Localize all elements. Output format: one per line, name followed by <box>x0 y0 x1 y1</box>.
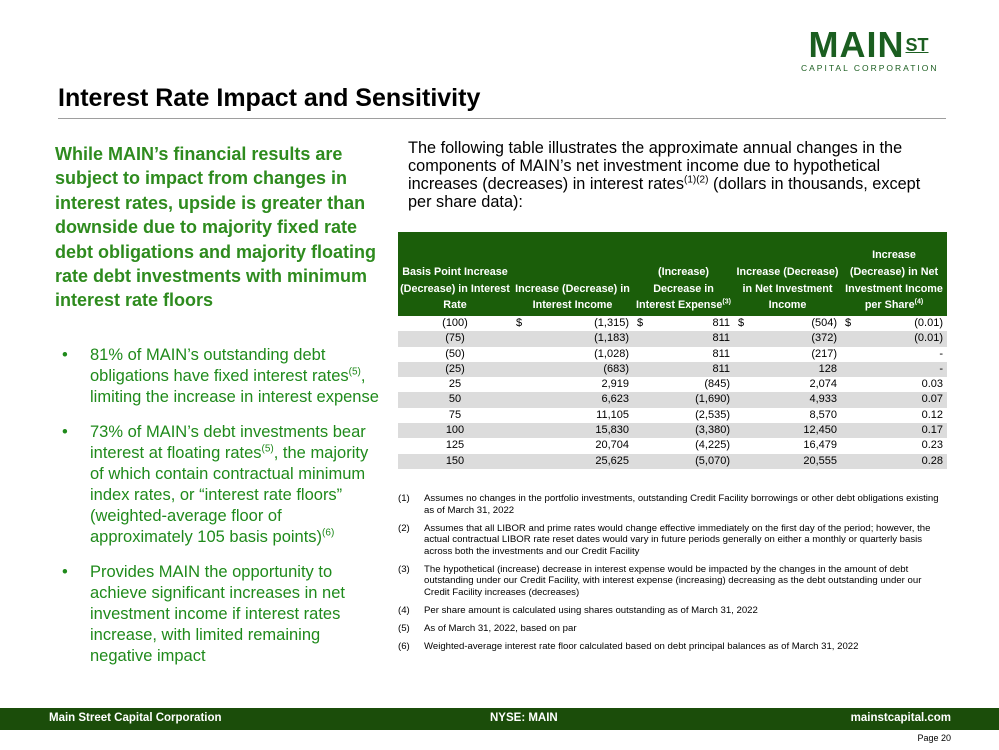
table-cell: - <box>939 347 943 360</box>
key-message: While MAIN’s financial results are subject to impact from changes in interest rates, upside is greater than downside due to majority fixed rate debt obligations and majority floating rate debt investments with minimum interest rate floors <box>55 144 377 311</box>
table-cell: 0.12 <box>921 408 943 421</box>
table-cell: 811 <box>712 347 730 360</box>
bullet-dot-icon: • <box>62 346 68 364</box>
table-row <box>398 377 947 392</box>
table-cell: (5,070) <box>633 454 734 469</box>
footnote-text: Per share amount is calculated using shares outstanding as of March 31, 2022 <box>424 604 758 616</box>
table-cell: (217) <box>811 347 837 360</box>
table-cell: 811 <box>633 331 734 346</box>
currency-symbol: $ <box>516 317 523 329</box>
table-cell: (25) <box>398 362 512 377</box>
table-cell: (3,380) <box>633 423 734 438</box>
footnote <box>398 605 946 617</box>
table-cell: 8,570 <box>809 408 837 421</box>
table-cell: $ (1,315) <box>512 316 633 331</box>
table-cell: (0.01) <box>841 331 947 346</box>
footnote-text: Assumes that all LIBOR and prime rates would change effective immediately on the first day of the period; however, the actual contractual LIBOR rate reset dates would vary in future periods generally on either a monthly or quarterly basis across both the investments and our Credit Facility <box>424 522 931 557</box>
table-cell: $ (0.01) <box>841 316 947 331</box>
table-header-row <box>398 232 947 316</box>
table-row <box>398 316 947 331</box>
company-logo <box>801 24 939 73</box>
table-cell: 16,479 <box>803 439 837 452</box>
footnotes <box>398 493 946 659</box>
footer-bar <box>0 708 999 730</box>
table-cell: 2,919 <box>601 378 629 391</box>
bullet-dot-icon: • <box>62 423 68 441</box>
table-cell: (50) <box>445 347 465 360</box>
interest-rate-sensitivity-table <box>398 232 947 469</box>
table-cell: 0.28 <box>841 454 947 469</box>
bullet-dot-icon: • <box>62 563 68 581</box>
table-cell: (4,225) <box>695 439 730 452</box>
footnote <box>398 641 946 653</box>
title-divider <box>58 118 946 119</box>
table-row <box>398 408 947 423</box>
table-cell: (683) <box>512 362 633 377</box>
table-row <box>398 454 947 469</box>
table-cell: 125 <box>445 439 465 452</box>
table-cell: 25,625 <box>512 454 633 469</box>
table-cell: 2,074 <box>809 378 837 391</box>
footnote-number: (4) <box>398 604 410 616</box>
currency-symbol: $ <box>845 317 852 329</box>
table-cell: 75 <box>448 408 462 421</box>
footnote-number: (5) <box>398 622 410 634</box>
table-cell: 20,555 <box>734 454 841 469</box>
footnote <box>398 623 946 635</box>
bullet-item: • 73% of MAIN’s debt investments bear interest at floating rates$^{(5)}$, the majority of which contain contractual minimum index rates, or “interest rate floors” (weighted-average floor of approximately 105 basis points)$^{(6)}$ <box>62 423 369 546</box>
footnote-text: The hypothetical (increase) decrease in interest expense would be impacted by the changes in the amount of debt outstanding under our Credit Facility, with interest expense (increasing) decreasing as the debt outstanding under our Credit Facility increases (decreases) <box>424 563 922 598</box>
table-cell: 11,105 <box>596 408 629 421</box>
page-number: Page 20 <box>917 733 951 743</box>
bullet-item: • 81% of MAIN’s outstanding debt obligations have fixed interest rates$^{(5)}$, limiting the increase in interest expense <box>62 346 379 406</box>
column-header: Increase (Decrease) in Net Investment Income <box>734 232 841 316</box>
table-cell: 150 <box>398 454 512 469</box>
table-cell: $ (504) <box>734 316 841 331</box>
table-cell: (845) <box>704 378 730 391</box>
table-row <box>398 362 947 377</box>
table-cell: 0.23 <box>921 439 943 452</box>
footnote-number: (2) <box>398 522 410 534</box>
table-cell: (1,028) <box>594 347 629 360</box>
footnote-number: (6) <box>398 640 410 652</box>
table-cell: 15,830 <box>512 423 633 438</box>
table-row <box>398 392 947 407</box>
slide-title: Interest Rate Impact and Sensitivity <box>58 84 481 112</box>
column-header: Increase (Decrease) in Interest Income <box>512 232 633 316</box>
bullet-item: • Provides MAIN the opportunity to achieve significant increases in net investment income if interest rates increase, with limited remaining negative impact <box>62 563 345 665</box>
table-cell: 0.17 <box>841 423 947 438</box>
table-cell: 12,450 <box>734 423 841 438</box>
table-body <box>398 316 947 469</box>
column-header: Increase (Decrease) in Net Investment Income per Share$^{(4)}$ <box>841 232 947 316</box>
table-cell: $ 811 <box>633 316 734 331</box>
column-header: (Increase) Decrease in Interest Expense$^{(3)}$ <box>633 232 734 316</box>
logo-wordmark: $MAIN^{ST}$ <box>808 24 929 65</box>
table-cell: 0.03 <box>921 378 943 391</box>
footnote-text: Assumes no changes in the portfolio investments, outstanding Credit Facility borrowings or other debt obligations existing as of March 31, 2022 <box>424 493 939 516</box>
table-cell: (2,535) <box>695 408 730 421</box>
table-row <box>398 423 947 438</box>
table-cell: (1,690) <box>633 392 734 407</box>
currency-symbol: $ <box>738 317 745 329</box>
footer-ticker: NYSE: MAIN <box>490 712 558 724</box>
table-cell: (372) <box>734 331 841 346</box>
table-cell: 128 <box>734 362 841 377</box>
footer-company: Main Street Capital Corporation <box>49 712 222 724</box>
table-cell: 6,623 <box>512 392 633 407</box>
footnote <box>398 564 946 599</box>
table-cell: (100) <box>442 317 468 329</box>
table-cell: 4,933 <box>734 392 841 407</box>
table-cell: 0.07 <box>841 392 947 407</box>
footnote-number: (1) <box>398 493 410 504</box>
table-row <box>398 331 947 346</box>
table-row <box>398 438 947 453</box>
table-intro: The following table illustrates the approximate annual changes in the components of MAIN’s net investment income due to hypothetical increases (decreases) in interest rates$^{(1)(2)}$ (dollars in thousands, except per share data): <box>408 139 921 211</box>
table-cell: 50 <box>398 392 512 407</box>
table-cell: 100 <box>398 423 512 438</box>
footnote-text: As of March 31, 2022, based on par <box>424 622 577 634</box>
table-row <box>398 347 947 362</box>
footnote <box>398 523 946 558</box>
footnote-number: (3) <box>398 563 410 575</box>
table-cell: 25 <box>448 378 462 391</box>
footer-website: mainstcapital.com <box>850 712 951 724</box>
table-cell: (1,183) <box>512 331 633 346</box>
logo-subtitle: CAPITAL CORPORATION <box>801 63 939 73</box>
table-cell: (75) <box>398 331 512 346</box>
footnote-text: Weighted-average interest rate floor calculated based on debt principal balances as of March 31, 2022 <box>424 640 859 652</box>
table-cell: 811 <box>633 362 734 377</box>
bullet-list <box>62 345 382 681</box>
table-cell: - <box>841 362 947 377</box>
footnote <box>398 493 946 516</box>
column-header: Basis Point Increase (Decrease) in Interest Rate <box>398 232 512 316</box>
currency-symbol: $ <box>637 317 644 329</box>
table-cell: 20,704 <box>595 439 629 452</box>
